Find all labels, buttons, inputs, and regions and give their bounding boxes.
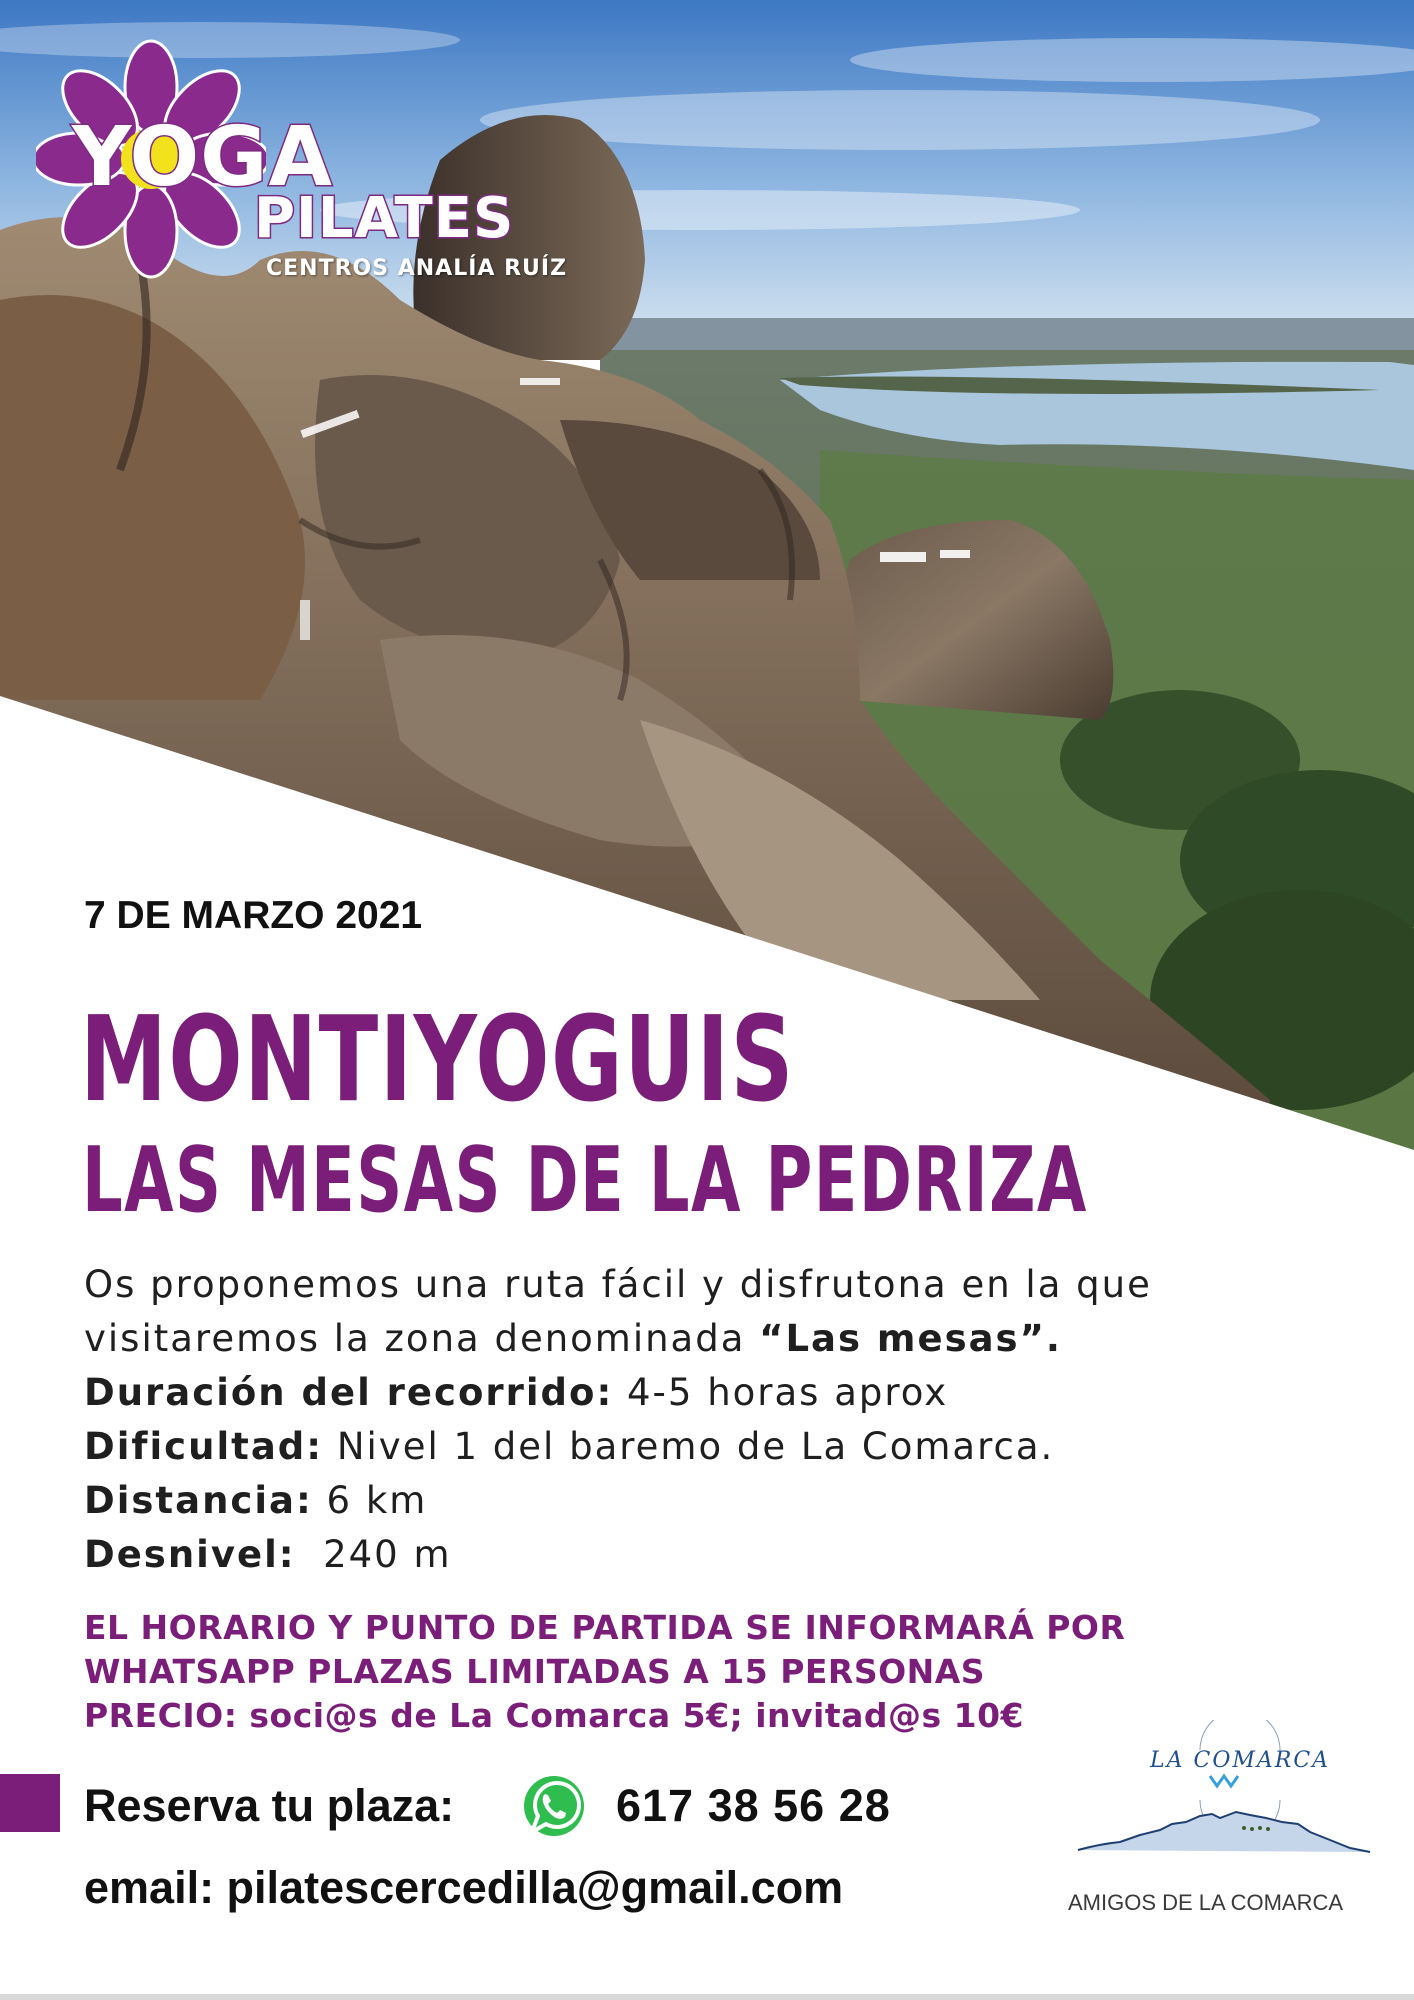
detail-value: 4-5 horas aprox <box>613 1371 949 1414</box>
intro-line-1: Os proponemos una ruta fácil y disfrutona en la que <box>84 1263 1152 1306</box>
logo-yoga-text: YOGA <box>72 110 333 205</box>
intro-highlight: “Las mesas”. <box>759 1317 1062 1360</box>
event-subtitle: LAS MESAS DE LA PEDRIZA <box>82 1128 1088 1233</box>
intro-line-2 <box>84 1312 1244 1366</box>
detail-difficulty <box>84 1420 1244 1474</box>
logo-pilates-text: PILATES <box>254 186 515 251</box>
amigos-comarca-text: AMIGOS DE LA COMARCA <box>1068 1890 1344 1915</box>
detail-label: Desnivel: <box>84 1533 296 1576</box>
detail-value: 6 km <box>312 1479 428 1522</box>
intro-line-2-text: visitaremos la zona denominada <box>84 1317 760 1360</box>
notice-line-2: WHATSAPP PLAZAS LIMITADAS A 15 PERSONAS <box>84 1652 986 1691</box>
detail-distance <box>84 1474 1244 1528</box>
phone-number[interactable]: 617 38 56 28 <box>616 1780 891 1831</box>
detail-value: 240 m <box>295 1533 452 1576</box>
event-date: 7 DE MARZO 2021 <box>84 894 423 937</box>
detail-elevation <box>84 1528 1244 1582</box>
footer-divider <box>0 1994 1414 2000</box>
email-link[interactable]: email: pilatescercedilla@gmail.com <box>84 1862 844 1913</box>
logo-subtitle: CENTROS ANALÍA RUÍZ <box>266 256 568 281</box>
detail-label: Duración del recorrido: <box>84 1371 614 1414</box>
yoga-pilates-logo <box>36 34 576 294</box>
detail-duration <box>84 1366 1244 1420</box>
notice-price: PRECIO: soci@s de La Comarca 5€; invitad@s 10€ <box>84 1696 1025 1735</box>
detail-value: Nivel 1 del baremo de La Comarca. <box>323 1425 1055 1468</box>
detail-label: Distancia: <box>84 1479 313 1522</box>
notice-line-1: EL HORARIO Y PUNTO DE PARTIDA SE INFORMARÁ POR <box>84 1608 1126 1647</box>
reserve-label: Reserva tu plaza: <box>84 1780 455 1831</box>
la-comarca-name: LA COMARCA <box>1150 1748 1331 1773</box>
notice-block <box>84 1606 1125 1738</box>
whatsapp-icon[interactable] <box>520 1772 588 1840</box>
la-comarca-logo <box>1060 1720 1390 1920</box>
event-description <box>84 1258 1244 1582</box>
accent-marker <box>0 1774 60 1832</box>
detail-label: Dificultad: <box>84 1425 324 1468</box>
mountain-range-icon <box>1060 1720 1390 1880</box>
event-title: MONTIYOGUIS <box>80 990 795 1128</box>
